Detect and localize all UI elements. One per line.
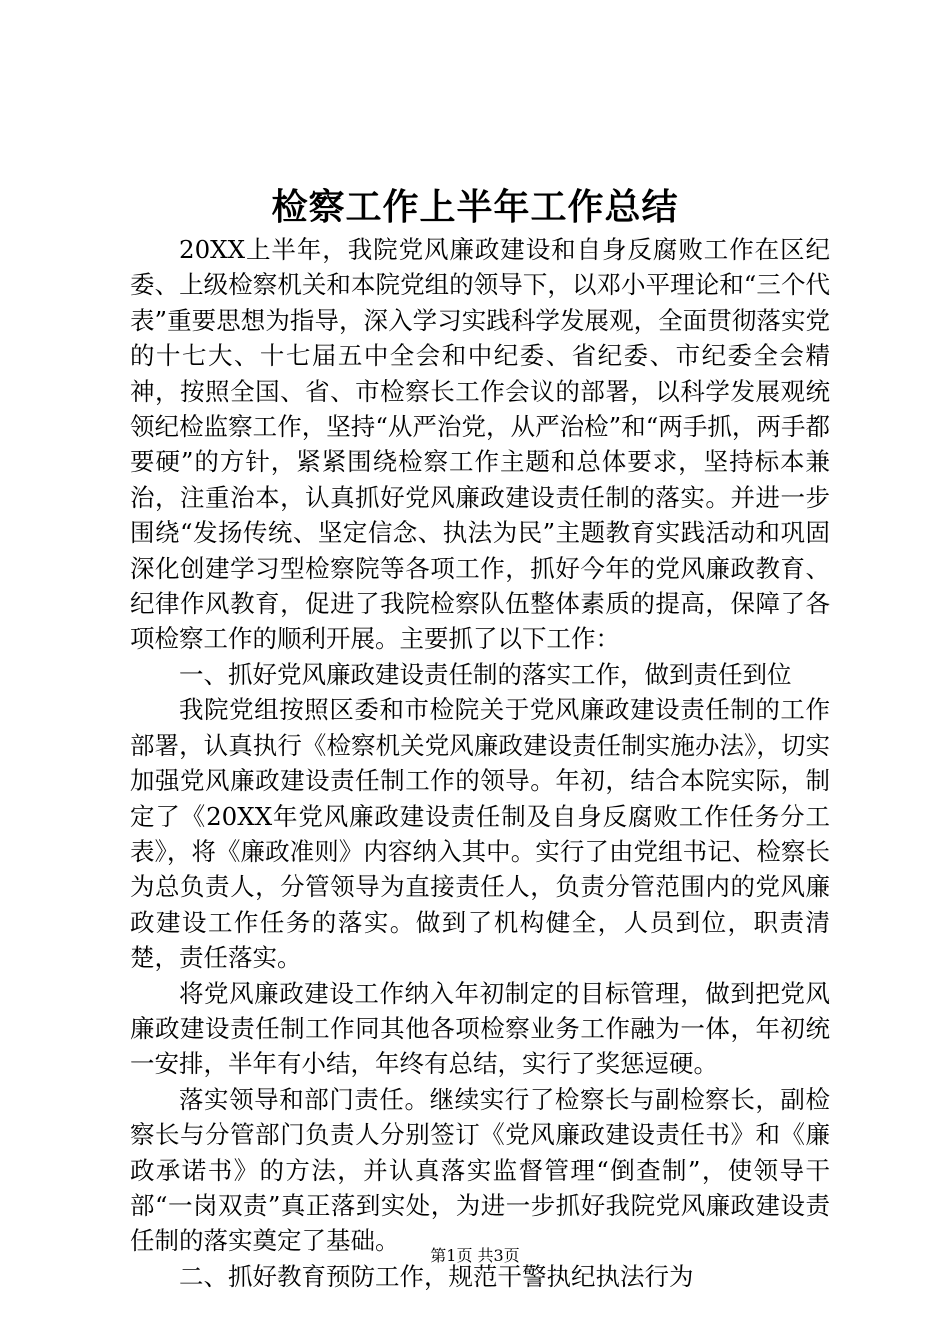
page-footer: 第1页 共3页 — [430, 1246, 520, 1265]
section-heading-1: 一、抓好党风廉政建设责任制的落实工作，做到责任到位 — [179, 659, 792, 689]
section-heading-2: 二、抓好教育预防工作，规范干警执纪执法行为 — [179, 1261, 694, 1291]
document-title: 检察工作上半年工作总结 — [271, 187, 679, 228]
paragraph-leadership-responsibility: 落实领导和部门责任。继续实行了检察长与副检察长，副检察长与分管部门负责人分别签订《党风廉政建设责任书》和《廉政承诺书》的方法，并认真落实监督管理“倒查制”，使领导干部“一岗双责”真正落到实处，为进一步抓好我院党风廉政建设责任制的落实奠定了基础。 — [130, 1084, 830, 1256]
document-body — [130, 232, 830, 1294]
paragraph-intro: 20XX上半年，我院党风廉政建设和自身反腐败工作在区纪委、上级检察机关和本院党组的领导下，以邓小平理论和“三个代表”重要思想为指导，深入学习实践科学发展观，全面贯彻落实党的十七大、十七届五中全会和中纪委、省纪委、市纪委全会精神，按照全国、省、市检察长工作会议的部署，以科学发展观统领纪检监察工作，坚持“从严治党，从严治检”和“两手抓，两手都要硬”的方针，紧紧围绕检察工作主题和总体要求，坚持标本兼治，注重治本，认真抓好党风廉政建设责任制的落实。并进一步围绕“发扬传统、坚定信念、执法为民”主题教育实践活动和巩固深化创建学习型检察院等各项工作，抓好今年的党风廉政教育、纪律作风教育，促进了我院检察队伍整体素质的提高，保障了各项检察工作的顺利开展。主要抓了以下工作： — [130, 235, 830, 654]
paragraph-responsibility-system: 我院党组按照区委和市检院关于党风廉政建设责任制的工作部署，认真执行《检察机关党风廉政建设责任制实施办法》，切实加强党风廉政建设责任制工作的领导。年初，结合本院实际，制定了《20XX年党风廉政建设责任制及自身反腐败工作任务分工表》，将《廉政准则》内容纳入其中。实行了由党组书记、检察长为总负责人，分管领导为直接责任人，负责分管范围内的党风廉政建设工作任务的落实。做到了机构健全，人员到位，职责清楚，责任落实。 — [130, 695, 830, 973]
paragraph-target-management: 将党风廉政建设工作纳入年初制定的目标管理，做到把党风廉政建设责任制工作同其他各项检察业务工作融为一体，年初统一安排，半年有小结，年终有总结，实行了奖惩逗硬。 — [130, 978, 830, 1079]
